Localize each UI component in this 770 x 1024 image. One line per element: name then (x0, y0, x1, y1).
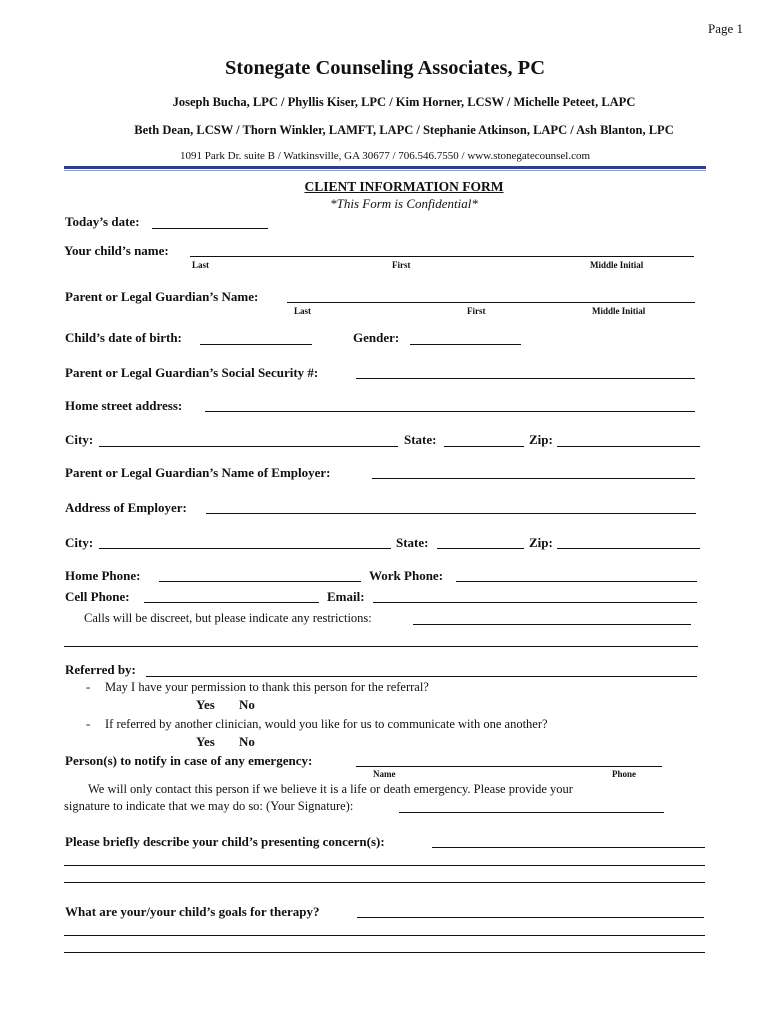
presenting-concern-field-2[interactable] (64, 865, 705, 866)
email-label: Email: (327, 589, 365, 604)
call-restrictions-field-2[interactable] (64, 646, 698, 647)
staff-line-1: Joseph Bucha, LPC / Phyllis Kiser, LPC / Kim Horner, LCSW / Michelle Peteet, LAPC (172, 95, 636, 109)
clinician-question: If referred by another clinician, would you like for us to communicate with one another? (105, 717, 548, 731)
city-field[interactable] (99, 446, 398, 447)
gender-label: Gender: (353, 330, 400, 345)
employer-zip-label: Zip: (529, 535, 553, 550)
guardian-middle-hint: Middle Initial (592, 306, 646, 316)
practice-address: 1091 Park Dr. suite B / Watkinsville, GA 30677 / 706.546.7550 / www.stonegatecounsel.com (179, 150, 591, 162)
form-title: CLIENT INFORMATION FORM (304, 179, 504, 194)
work-phone-field[interactable] (456, 581, 697, 582)
zip-field[interactable] (557, 446, 700, 447)
todays-date-field[interactable] (152, 228, 268, 229)
state-label: State: (404, 432, 437, 447)
employer-address-field[interactable] (206, 513, 696, 514)
guardian-ssn-field[interactable] (356, 378, 695, 379)
cell-phone-field[interactable] (144, 602, 319, 603)
header-rule-thin (64, 170, 706, 171)
bullet-dash-2: - (86, 717, 91, 731)
presenting-concern-field[interactable] (432, 847, 705, 848)
emergency-note-line-1: We will only contact this person if we believe it is a life or death emergency. Please provide your (88, 782, 573, 796)
home-phone-label: Home Phone: (65, 568, 141, 583)
therapy-goals-field[interactable] (357, 917, 704, 918)
call-restrictions-field[interactable] (413, 624, 691, 625)
employer-city-label: City: (65, 535, 94, 550)
child-dob-label: Child’s date of birth: (65, 330, 182, 345)
presenting-concern-label: Please briefly describe your child’s presenting concern(s): (65, 834, 385, 849)
cell-phone-label: Cell Phone: (65, 589, 130, 604)
practice-name: Stonegate Counseling Associates, PC (224, 57, 546, 79)
zip-label: Zip: (529, 432, 553, 447)
permission-no[interactable]: No (239, 697, 255, 712)
staff-line-2: Beth Dean, LCSW / Thorn Winkler, LAMFT, LAPC / Stephanie Atkinson, LAPC / Ash Blanton, LPC (134, 123, 674, 137)
permission-question: May I have your permission to thank this person for the referral? (105, 680, 429, 694)
home-address-label: Home street address: (65, 398, 183, 413)
header-rule (64, 166, 706, 169)
home-phone-field[interactable] (159, 581, 361, 582)
bullet-dash-1: - (86, 680, 91, 694)
presenting-concern-field-3[interactable] (64, 882, 705, 883)
employer-state-label: State: (396, 535, 429, 550)
page-number: Page 1 (707, 21, 743, 36)
work-phone-label: Work Phone: (369, 568, 444, 583)
guardian-last-hint: Last (294, 306, 312, 316)
therapy-goals-field-2[interactable] (64, 935, 705, 936)
emergency-contact-label: Person(s) to notify in case of any emergency: (65, 753, 313, 768)
child-name-first-hint: First (392, 260, 411, 270)
employer-name-label: Parent or Legal Guardian’s Name of Employer: (65, 465, 331, 480)
home-address-field[interactable] (205, 411, 695, 412)
gender-field[interactable] (410, 344, 521, 345)
child-name-last-hint: Last (192, 260, 210, 270)
call-restrictions-label: Calls will be discreet, but please indicate any restrictions: (84, 611, 372, 625)
emergency-contact-field[interactable] (356, 766, 662, 767)
guardian-first-hint: First (467, 306, 486, 316)
therapy-goals-field-3[interactable] (64, 952, 705, 953)
emergency-note-line-2: signature to indicate that we may do so: (Your Signature): (64, 799, 354, 813)
city-label: City: (65, 432, 94, 447)
child-name-middle-hint: Middle Initial (590, 260, 644, 270)
guardian-name-label: Parent or Legal Guardian’s Name: (65, 289, 259, 304)
employer-state-field[interactable] (437, 548, 524, 549)
clinician-no[interactable]: No (239, 734, 255, 749)
emergency-name-hint: Name (373, 769, 396, 779)
employer-zip-field[interactable] (557, 548, 700, 549)
guardian-name-field[interactable] (287, 302, 695, 303)
therapy-goals-label: What are your/your child’s goals for therapy? (65, 904, 320, 919)
form-subtitle: *This Form is Confidential* (330, 196, 478, 211)
child-name-field[interactable] (190, 256, 694, 257)
child-name-label: Your child’s name: (64, 243, 169, 258)
employer-city-field[interactable] (99, 548, 391, 549)
employer-address-label: Address of Employer: (65, 500, 187, 515)
signature-field[interactable] (399, 812, 664, 813)
child-dob-field[interactable] (200, 344, 312, 345)
guardian-ssn-label: Parent or Legal Guardian’s Social Security #: (65, 365, 319, 380)
referred-by-field[interactable] (146, 676, 697, 677)
referred-by-label: Referred by: (65, 662, 136, 677)
permission-yes[interactable]: Yes (196, 697, 215, 712)
email-field[interactable] (373, 602, 697, 603)
employer-name-field[interactable] (372, 478, 695, 479)
clinician-yes[interactable]: Yes (196, 734, 215, 749)
emergency-phone-hint: Phone (612, 769, 637, 779)
todays-date-label: Today’s date: (65, 214, 140, 229)
state-field[interactable] (444, 446, 524, 447)
